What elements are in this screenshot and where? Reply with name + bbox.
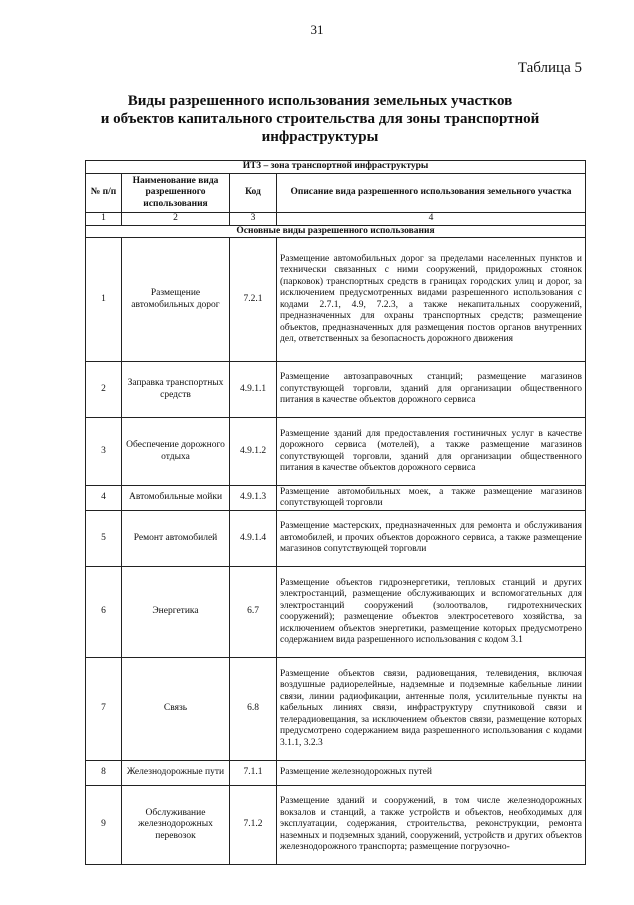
header-num: № п/п [86,174,122,213]
row-desc: Размещение автомобильных моек, а также размещение магазинов сопутствующей торговли [277,486,586,511]
row-code: 6.8 [230,658,277,761]
row-num: 4 [86,486,122,511]
zone-title-row [86,161,586,174]
title-line: и объектов капитального строительства для зоны транспортной [100,111,540,127]
row-name: Автомобильные мойки [122,486,230,511]
table-row [86,238,586,362]
column-number-row [86,213,586,226]
row-desc: Размещение мастерских, предназначенных для ремонта и обслуживания автомобилей, и прочих объектов дорожного сервиса, а также размещение магазинов сопутствующей торговли [277,511,586,567]
row-num: 1 [86,238,122,362]
row-name: Энергетика [122,567,230,658]
column-number: 2 [122,213,230,226]
row-num: 8 [86,761,122,786]
row-desc: Размещение зданий и сооружений, в том числе железнодорожных вокзалов и станций, а также устройств и объектов, необходимых для эксплуатации, содержания, строительства, реконструкции, ремонта наземных и подземных зданий, сооружений, устройств и других объектов железнодорожного транспорта; размещение погрузочно- [277,786,586,865]
column-number: 1 [86,213,122,226]
row-code: 4.9.1.2 [230,418,277,486]
table-row [86,761,586,786]
row-code: 6.7 [230,567,277,658]
row-desc: Размещение автозаправочных станций; размещение магазинов сопутствующей торговли, зданий для организации общественного питания в качестве объектов дорожного сервиса [277,362,586,418]
row-num: 5 [86,511,122,567]
zone-title: ИТ3 – зона транспортной инфраструктуры [86,161,586,174]
table-row [86,362,586,418]
row-desc: Размещение железнодорожных путей [277,761,586,786]
table-row [86,511,586,567]
header-row [86,174,586,213]
row-name: Связь [122,658,230,761]
title-line: инфраструктуры [261,129,379,145]
row-desc: Размещение автомобильных дорог за пределами населенных пунктов и технически связанных с ними сооружений, придорожных стоянок (парковок) транспортных средств в границах городских улиц и дорог, за исключением предусмотренных видами разрешенного использования с кодами 2.7.1, 4.9, 7.2.3, а также некапитальных сооружений, предназначенных для охраны транспортных средств; размещение объектов, предназначенных для размещения постов органов внутренних дел, ответственных за безопасность дорожного движения [277,238,586,362]
table-row [86,486,586,511]
header-code: Код [230,174,277,213]
row-code: 7.1.2 [230,786,277,865]
document-title [80,92,560,146]
page-number: 31 [310,22,324,37]
row-num: 6 [86,567,122,658]
section-title: Основные виды разрешенного использования [86,225,586,238]
row-desc: Размещение зданий для предоставления гостиничных услуг в качестве дорожного сервиса (мотелей), а также размещение магазинов сопутствующей торговли, зданий для организации общественного питания в качестве объектов дорожного сервиса [277,418,586,486]
land-use-table [85,160,586,865]
table-row [86,658,586,761]
row-num: 7 [86,658,122,761]
row-num: 2 [86,362,122,418]
table-row [86,567,586,658]
row-code: 7.2.1 [230,238,277,362]
row-name: Ремонт автомобилей [122,511,230,567]
row-name: Размещение автомобильных дорог [122,238,230,362]
row-name: Заправка транспортных средств [122,362,230,418]
row-name: Железнодорожные пути [122,761,230,786]
header-name: Наименование вида разрешенного использования [122,174,230,213]
column-number: 4 [277,213,586,226]
header-desc: Описание вида разрешенного использования земельного участка [277,174,586,213]
table-row [86,786,586,865]
row-name: Обслуживание железнодорожных перевозок [122,786,230,865]
row-num: 3 [86,418,122,486]
table-label: Таблица 5 [517,60,582,76]
column-number: 3 [230,213,277,226]
title-line: Виды разрешенного использования земельных участков [127,93,513,109]
table-row [86,418,586,486]
row-desc: Размещение объектов связи, радиовещания, телевидения, включая воздушные радиорелейные, надземные и подземные кабельные линии связи, линии радиофикации, антенные поля, усилительные пункты на кабельных линиях связи, инфраструктуру спутниковой связи и телерадиовещания, за исключением объектов связи, размещение которых предусмотрено содержанием вида разрешенного использования с кодами 3.1.1, 3.2.3 [277,658,586,761]
row-desc: Размещение объектов гидроэнергетики, тепловых станций и других электростанций, размещение обслуживающих и вспомогательных для электростанций сооружений (золоотвалов, гидротехнических сооружений); размещение объектов электросетевого хозяйства, за исключением объектов энергетики, размещение которых предусмотрено содержанием вида разрешенного использования с кодом 3.1 [277,567,586,658]
row-code: 7.1.1 [230,761,277,786]
row-name: Обеспечение дорожного отдыха [122,418,230,486]
section-row [86,225,586,238]
row-code: 4.9.1.4 [230,511,277,567]
row-code: 4.9.1.1 [230,362,277,418]
row-num: 9 [86,786,122,865]
row-code: 4.9.1.3 [230,486,277,511]
